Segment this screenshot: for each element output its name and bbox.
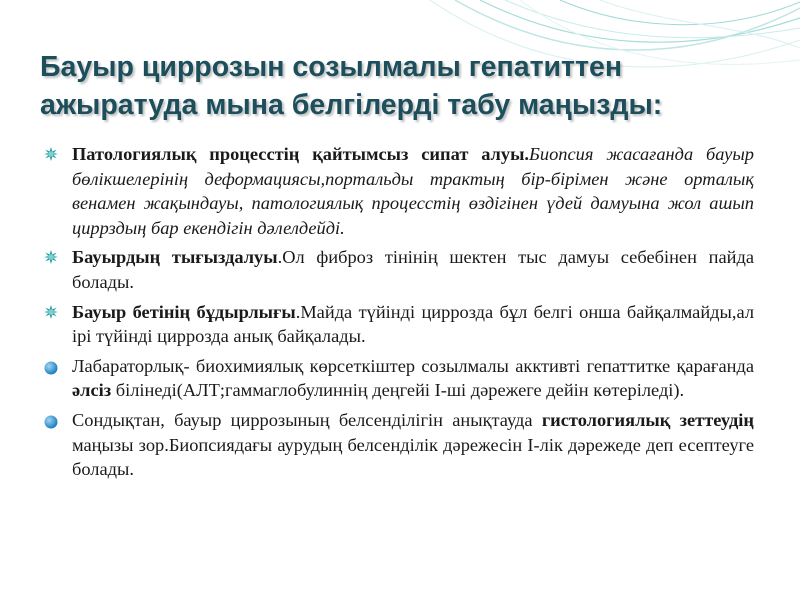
spiky-teal-bullet-icon	[44, 250, 58, 264]
item-text-2: білінеді(АЛТ;гаммаглобулиннің деңгейі І-ші дәрежеге дейін көтеріледі).	[111, 380, 685, 401]
item-text: Сондықтан, бауыр циррозының белсенділігін анықтауда	[72, 409, 542, 430]
list-item	[44, 245, 754, 294]
title-line-1: Бауыр циррозын созылмалы гепатиттен	[40, 51, 623, 83]
slide-title	[40, 48, 740, 124]
item-bold: гистологиялық зеттеудің	[541, 409, 754, 430]
item-text: .Майда түйінді циррозда бұл белгі онша байқалмайды,ал ірі түйінді циррозда анық байқалады.	[72, 301, 754, 347]
list-item	[44, 408, 754, 482]
item-bold: әлсіз	[72, 380, 112, 401]
spiky-teal-bullet-icon	[44, 147, 58, 161]
item-italic: Биопсия жасағанда бауыр бөлікшелерінің деформациясы,портальды трактың бір-бірімен және орталық венамен жақындауы, патологиялық процесстің өздігінен үдей дамуына жол ашып циррздың бар екендігін дәлелдейді.	[72, 144, 754, 238]
item-text-2: маңызы зор.Биопсиядағы аурудың белсенділік дәрежесін І-лік дәрежеде деп есептеуге болады.	[72, 434, 754, 480]
spiky-teal-bullet-icon	[44, 305, 58, 319]
list-item	[44, 354, 754, 403]
item-bold: Бауыр бетінің бұдырлығы	[72, 301, 296, 322]
item-text: .Ол фиброз тінінің шектен тыс дамуы себебінен пайда болады.	[72, 247, 754, 292]
item-text: Лабараторлық- биохимиялық көрсеткіштер созылмалы акктивті гепаттитке қарағанда	[72, 355, 754, 376]
item-bold: Патологиялық процесстің қайтымсыз сипат алуы.	[72, 144, 530, 164]
title-line-2: ажыратуда мына белгілерді табу маңызды:	[40, 89, 663, 121]
bullet-list	[44, 142, 754, 487]
list-item	[44, 300, 754, 349]
round-blue-bullet-icon	[44, 415, 58, 429]
list-item	[44, 142, 754, 240]
round-blue-bullet-icon	[44, 361, 58, 375]
item-bold: Бауырдың тығыздалуы	[72, 247, 278, 268]
